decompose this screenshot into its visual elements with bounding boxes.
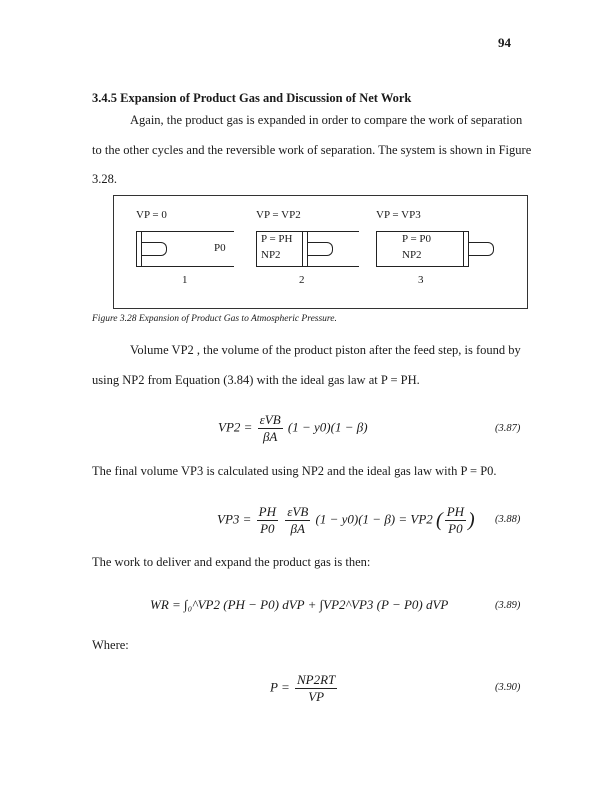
fraction: $\frac{PH}{P0}$ bbox=[258, 504, 276, 536]
paragraph-line: The work to deliver and expand the product gas is then: bbox=[92, 555, 371, 569]
paragraph-line: Again, the product gas is expanded in order to compare the work of separation bbox=[130, 113, 523, 127]
state-3-pressure: P = P0 bbox=[402, 233, 432, 245]
piston-handle bbox=[158, 242, 167, 256]
piston-rod bbox=[308, 242, 324, 256]
eq-lhs: VP2 = bbox=[218, 419, 253, 435]
eq-rest: (1 − y0)(1 − β) bbox=[287, 419, 368, 435]
eq-lhs: P = bbox=[270, 679, 290, 695]
cylinder-2 bbox=[256, 231, 359, 267]
state-1-title: VP = 0 bbox=[136, 209, 167, 221]
equation-number: (3.89) bbox=[495, 600, 521, 611]
cylinder-3 bbox=[376, 231, 469, 267]
equation-3-89: WR = ∫₀^VP2 (PH − P0) dVP + ∫VP2^VP3 (P − P0) dVP bbox=[150, 597, 449, 612]
piston-handle bbox=[485, 242, 494, 256]
equation-number: (3.90) bbox=[495, 682, 521, 693]
equation-3-87 bbox=[218, 412, 368, 445]
state-1-number: 1 bbox=[182, 274, 188, 286]
fraction: $\frac{NP2RT}{VP}$ bbox=[296, 672, 336, 704]
paragraph-line: to the other cycles and the reversible work of separation. The system is shown in Figure bbox=[92, 143, 532, 157]
state-3-moles: NP2 bbox=[402, 249, 422, 261]
fraction: $\frac{PH}{P0}$ bbox=[446, 504, 465, 536]
equation-3-88: VP3 = $\frac{PH}{P0}$ $\frac{\text{εVB}}{\beta A}$ (1 − y0)(1 − β) = VP2 ( $\frac{PH}{P0}$ ) bbox=[217, 504, 475, 536]
state-3-title: VP = VP3 bbox=[376, 209, 421, 221]
fraction: $\frac{\text{εVB}}{\beta A}$ bbox=[287, 504, 309, 536]
piston-rod bbox=[142, 242, 158, 256]
state-2-number: 2 bbox=[299, 274, 305, 286]
paragraph-line: using NP2 from Equation (3.84) with the ideal gas law at P = PH. bbox=[92, 373, 420, 387]
section-heading: 3.4.5 Expansion of Product Gas and Discussion of Net Work bbox=[92, 91, 412, 105]
page-number: 94 bbox=[498, 35, 511, 50]
fraction: $\frac{\text{εVB}}{\beta A}$ bbox=[259, 412, 281, 444]
state-2-pressure: P = PH bbox=[261, 233, 293, 245]
state-1-pressure: P0 bbox=[214, 242, 226, 254]
paragraph-line: Volume VP2 , the volume of the product piston after the feed step, is found by bbox=[130, 343, 521, 357]
paragraph-line: 3.28. bbox=[92, 172, 117, 186]
eq-middle: (1 − y0)(1 − β) = VP2 bbox=[315, 511, 433, 527]
equation-3-90 bbox=[270, 672, 339, 705]
piston-handle bbox=[324, 242, 333, 256]
cylinder-1 bbox=[136, 231, 234, 267]
state-3-number: 3 bbox=[418, 274, 424, 286]
where-label: Where: bbox=[92, 638, 129, 652]
paragraph-line: The final volume VP3 is calculated using NP2 and the ideal gas law with P = P0. bbox=[92, 464, 497, 478]
eq-lhs: VP3 = bbox=[217, 511, 252, 527]
state-2-moles: NP2 bbox=[261, 249, 281, 261]
figure-3-28 bbox=[113, 195, 528, 309]
figure-caption: Figure 3.28 Expansion of Product Gas to Atmospheric Pressure. bbox=[92, 314, 337, 324]
equation-number: (3.88) bbox=[495, 514, 521, 525]
piston-rod bbox=[469, 242, 485, 256]
state-2-title: VP = VP2 bbox=[256, 209, 301, 221]
equation-number: (3.87) bbox=[495, 423, 521, 434]
